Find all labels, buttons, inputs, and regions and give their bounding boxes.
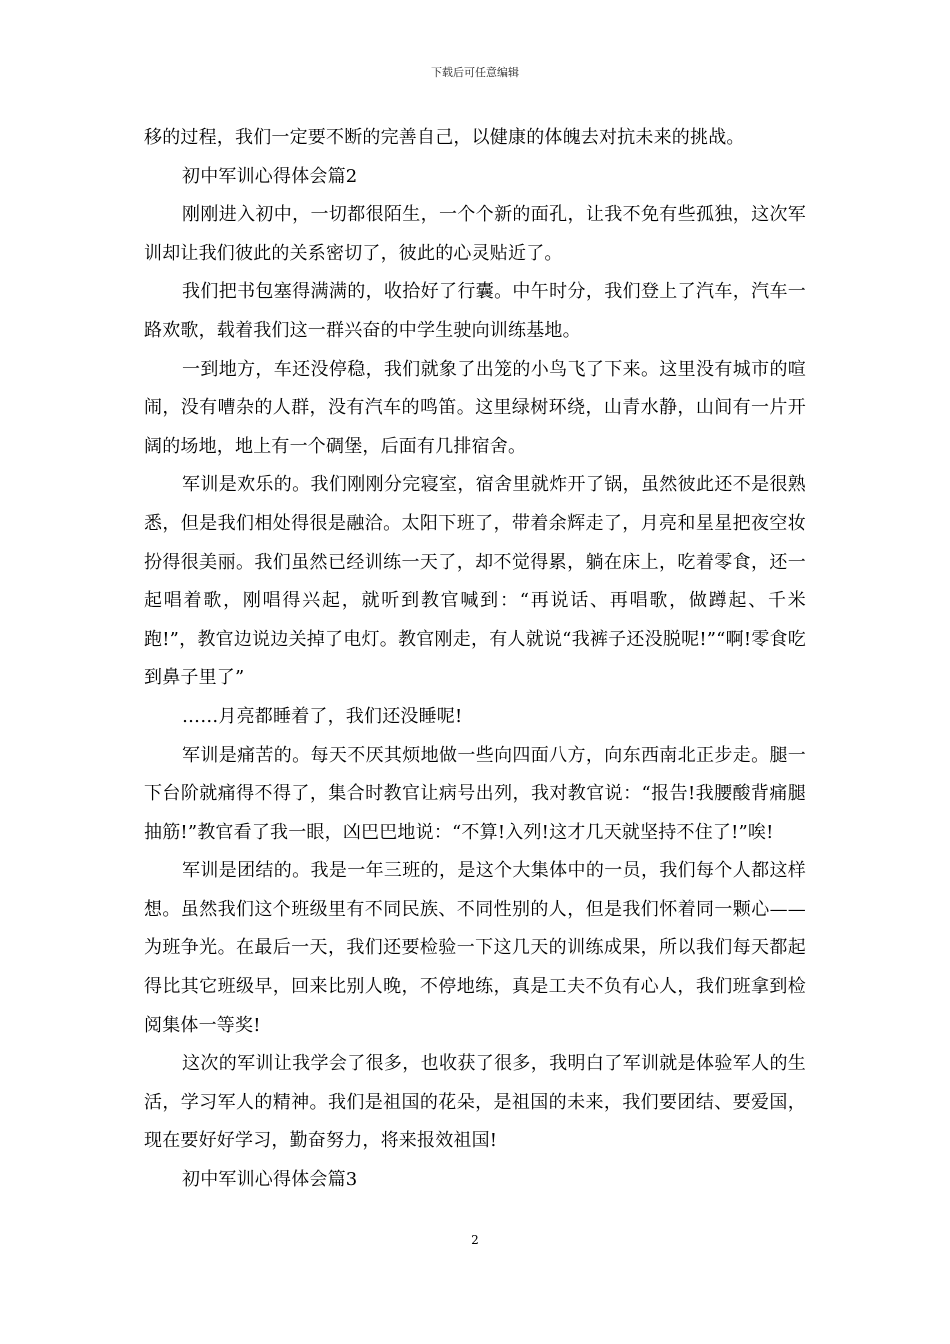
section-heading-3: 初中军训心得体会篇3	[182, 1169, 358, 1191]
paragraph: 军训是团结的。我是一年三班的，是这个大集体中的一员，我们每个人都这样想。虽然我们这个班级里有不同民族、不同性别的人，但是我们怀着同一颗心——为班争光。在最后一天，我们还要检验一下这几天的训练成果，所以我们每天都起得比其它班级早，回来比别人晚，不停地练，真是工夫不负有心人，我们班拿到检阅集体一等奖!	[144, 860, 806, 1036]
paragraph-continuation: 移的过程，我们一定要不断的完善自己，以健康的体魄去对抗未来的挑战。	[144, 127, 745, 148]
page-number: 2	[471, 1233, 479, 1247]
document-body	[144, 119, 806, 1200]
paragraph: 一到地方，车还没停稳，我们就象了出笼的小鸟飞了下来。这里没有城市的喧闹，没有嘈杂的人群，没有汽车的鸣笛。这里绿树环绕，山青水静，山间有一片开阔的场地，地上有一个碉堡，后面有几排宿舍。	[144, 358, 806, 457]
paragraph: 我们把书包塞得满满的，收拾好了行囊。中午时分，我们登上了汽车，汽车一路欢歌，载着我们这一群兴奋的中学生驶向训练基地。	[144, 281, 806, 341]
paragraph: ……月亮都睡着了，我们还没睡呢!	[182, 705, 463, 727]
paragraph: 军训是欢乐的。我们刚刚分完寝室，宿舍里就炸开了锅，虽然彼此还不是很熟悉，但是我们相处得很是融洽。太阳下班了，带着余辉走了，月亮和星星把夜空妆扮得很美丽。我们虽然已经训练一天了，却不觉得累，躺在床上，吃着零食，还一起唱着歌，刚唱得兴起，就听到教官喊到：“再说话、再唱歌，做蹲起、千米跑!”，教官边说边关掉了电灯。教官刚走，有人就说“我裤子还没脱呢!”“啊!零食吃到鼻子里了”	[144, 474, 806, 689]
section-heading-2: 初中军训心得体会篇2	[182, 165, 358, 187]
page-header: 下载后可任意编辑	[431, 66, 519, 79]
paragraph: 刚刚进入初中，一切都很陌生，一个个新的面孔，让我不免有些孤独，这次军训却让我们彼此的关系密切了，彼此的心灵贴近了。	[144, 204, 806, 264]
paragraph: 这次的军训让我学会了很多，也收获了很多，我明白了军训就是体验军人的生活，学习军人的精神。我们是祖国的花朵，是祖国的未来，我们要团结、要爱国，现在要好好学习，勤奋努力，将来报效祖国!	[144, 1053, 806, 1152]
paragraph: 军训是痛苦的。每天不厌其烦地做一些向四面八方，向东西南北正步走。腿一下台阶就痛得不得了，集合时教官让病号出列，我对教官说：“报告!我腰酸背痛腿抽筋!”教官看了我一眼，凶巴巴地说：“不算!入列!这才几天就坚持不住了!”唉!	[144, 744, 806, 843]
